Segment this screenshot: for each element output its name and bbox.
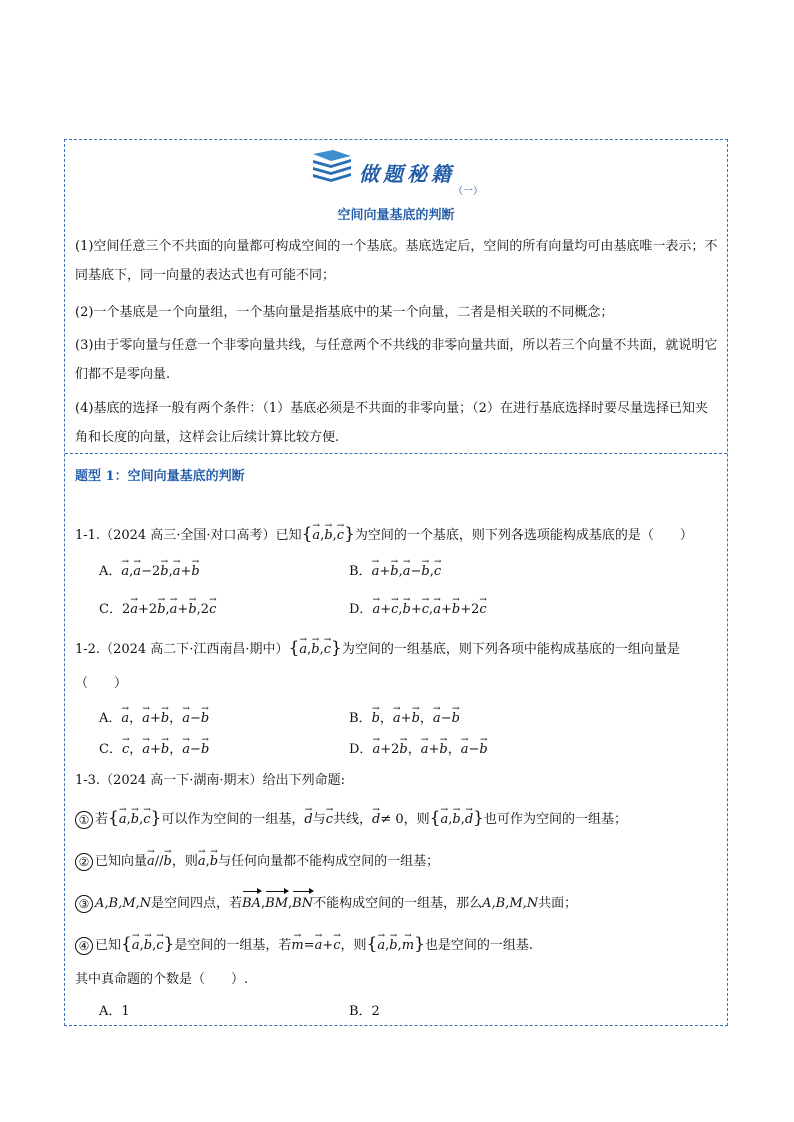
separator: ， bbox=[169, 711, 183, 726]
banner-subtitle: （一） bbox=[453, 186, 483, 197]
option-label: B． bbox=[349, 564, 372, 579]
vec-a: → a bbox=[182, 706, 190, 729]
option-label: A． bbox=[99, 711, 122, 726]
statement-3 bbox=[75, 890, 720, 915]
comma: , bbox=[288, 896, 293, 911]
vec-a: → a bbox=[377, 932, 385, 957]
separator: ， bbox=[129, 711, 143, 726]
tip-paragraph-4: (4)基底的选择一般有两个条件：（1）基底必须是不共面的非零向量；（2）在进行基底选择时要尽量选择已知夹角和长度的向量，这样会让后续计算比较方便. bbox=[75, 401, 708, 445]
separator: ， bbox=[129, 742, 143, 757]
separator: ， bbox=[169, 742, 183, 757]
vec-a: → a bbox=[440, 806, 448, 831]
vec-b: → b bbox=[390, 559, 398, 582]
section-title: 空间向量基底的判断 bbox=[337, 208, 455, 223]
comma: , bbox=[319, 642, 324, 657]
circle-number: ① bbox=[75, 811, 93, 829]
vec-a: → a bbox=[433, 597, 441, 620]
vec-b: → b bbox=[164, 848, 172, 873]
vec-c: → c bbox=[326, 806, 333, 831]
option-A[interactable] bbox=[99, 559, 200, 582]
statement-4: ④ 已知{→ a,→ b,→ c}是空间的一组基，若→ m=→ a+→ c，则{→ a,→ b,→ m}也是空间的一组基. bbox=[75, 932, 720, 957]
comma: , bbox=[139, 938, 144, 953]
vec-c: → c bbox=[143, 806, 150, 831]
option-D[interactable] bbox=[349, 737, 488, 760]
separator: ， bbox=[447, 742, 461, 757]
option-D[interactable] bbox=[349, 597, 487, 620]
vec-c: → c bbox=[156, 932, 163, 957]
vec-m: → m bbox=[402, 932, 414, 957]
vec-a: → a bbox=[182, 737, 190, 760]
banner-title: 做题秘籍 bbox=[359, 162, 455, 186]
vec-a: → a bbox=[142, 737, 150, 760]
comma: , bbox=[152, 938, 157, 953]
two: 2 bbox=[471, 602, 480, 617]
option-C[interactable] bbox=[99, 597, 216, 620]
question-1-2: 1-2.（2024 高二下·江西南昌·期中）{→ a,→ b,→ c}为空间的一组基底，则下列各项中能构成基底的一组向量是 bbox=[75, 636, 720, 661]
separator: ， bbox=[379, 711, 393, 726]
question-source: （2024 高一下·湖南·期末） bbox=[100, 773, 263, 788]
vec-a: → a bbox=[433, 706, 441, 729]
vec-a: → a bbox=[312, 522, 320, 547]
section-divider bbox=[65, 453, 727, 454]
question-source: （2024 高三·全国·对口高考） bbox=[100, 528, 276, 543]
comma: , bbox=[398, 602, 403, 617]
content-frame bbox=[64, 139, 728, 1026]
vec-d: → d bbox=[372, 806, 380, 831]
option-label: C． bbox=[99, 602, 122, 617]
two: 2 bbox=[200, 602, 210, 617]
vec-a: → a bbox=[130, 597, 138, 620]
vec-b: → b bbox=[201, 706, 209, 729]
plus: + bbox=[380, 602, 392, 617]
statement-text: 不能构成空间的一组基，那么 bbox=[313, 896, 483, 911]
vec-b: → b bbox=[452, 597, 460, 620]
separator: ， bbox=[407, 742, 421, 757]
vec-b: → b bbox=[201, 737, 209, 760]
comma: , bbox=[332, 528, 337, 543]
two: 2 bbox=[121, 602, 131, 617]
vec-b: → b bbox=[157, 597, 165, 620]
vec-c: → c bbox=[434, 559, 441, 582]
circle-number: ④ bbox=[75, 937, 93, 955]
vec-b: → b bbox=[210, 848, 218, 873]
vec-m: → m bbox=[291, 932, 303, 957]
statement-text: 也可作为空间的一组基； bbox=[483, 812, 627, 827]
equals: = bbox=[303, 938, 315, 953]
points: A,B,M,N bbox=[482, 896, 539, 911]
vec-b: → b bbox=[452, 706, 460, 729]
comma: , bbox=[126, 812, 131, 827]
points: A,B,M,N bbox=[95, 896, 152, 911]
vec-c: → c bbox=[122, 737, 129, 760]
statement-text: 已知向量 bbox=[95, 854, 148, 869]
vec-c: → c bbox=[337, 522, 344, 547]
vec-BN: BN bbox=[292, 890, 313, 915]
vec-b: → b bbox=[372, 706, 380, 729]
vec-a: → a bbox=[198, 848, 206, 873]
vec-b: → b bbox=[324, 522, 332, 547]
vec-a: → a bbox=[299, 636, 307, 661]
vec-a: → a bbox=[147, 848, 155, 873]
statement-text: 是空间的一组基，若 bbox=[174, 938, 292, 953]
question-text: 为空间的一组基底，则下列各项中能构成基底的一组向量是 bbox=[341, 642, 680, 657]
statement-text: 已知 bbox=[95, 938, 122, 953]
statement-text: ，则 bbox=[171, 854, 198, 869]
vec-c: → c bbox=[209, 597, 216, 620]
plus: + bbox=[460, 602, 472, 617]
question-1-3-ask: 其中真命题的个数是（ ）. bbox=[75, 972, 249, 987]
vec-b: → b bbox=[161, 706, 169, 729]
plus: + bbox=[150, 742, 161, 757]
vec-a: → a bbox=[461, 737, 469, 760]
minus: − bbox=[440, 711, 452, 726]
question-1-3 bbox=[75, 770, 720, 792]
plus: + bbox=[177, 602, 189, 617]
two: 2 bbox=[148, 602, 158, 617]
statement-text: ，则 bbox=[340, 938, 367, 953]
statement-text: 若 bbox=[95, 812, 109, 827]
vec-a: → a bbox=[372, 597, 380, 620]
comma: , bbox=[320, 528, 325, 543]
option-A[interactable]: A．1 bbox=[99, 1004, 130, 1019]
vec-b: → b bbox=[421, 559, 429, 582]
statement-text: ，则 bbox=[403, 812, 430, 827]
question-source: （2024 高二下·江西南昌·期中） bbox=[100, 642, 289, 657]
question-text: 为空间的一个基底，则下列各选项能构成基底的是（ ） bbox=[354, 528, 693, 543]
comma: , bbox=[165, 602, 170, 617]
parallel: // bbox=[154, 854, 164, 869]
option-C[interactable] bbox=[99, 737, 209, 760]
not-zero: ≠ 0 bbox=[380, 812, 404, 827]
comma: , bbox=[205, 854, 210, 869]
vec-a: → a bbox=[170, 597, 178, 620]
vec-b: → b bbox=[403, 597, 411, 620]
statement-1: ① 若{→ a,→ b,→ c}可以作为空间的一组基，→ d与→ c共线，→ d≠ 0，则{→ a,→ b,→ d}也可作为空间的一组基； bbox=[75, 806, 720, 831]
vec-c: → c bbox=[324, 636, 331, 661]
circle-number: ③ bbox=[75, 895, 93, 913]
vec-a: → a bbox=[132, 932, 140, 957]
statement-text: 是空间四点，若 bbox=[151, 896, 243, 911]
comma: , bbox=[261, 896, 266, 911]
statement-text: 与任何向量都不能构成空间的一组基； bbox=[218, 854, 440, 869]
minus: − bbox=[190, 742, 201, 757]
option-label: A． bbox=[99, 564, 122, 579]
comma: , bbox=[448, 812, 453, 827]
minus: − bbox=[468, 742, 480, 757]
vec-b: → b bbox=[160, 559, 168, 582]
vec-a: → a bbox=[421, 737, 429, 760]
statement-text: 可以作为空间的一组基， bbox=[161, 812, 305, 827]
vec-c: → c bbox=[391, 597, 398, 620]
option-label: B． bbox=[349, 711, 372, 726]
vec-b: → b bbox=[439, 737, 447, 760]
vec-a: → a bbox=[372, 737, 380, 760]
tip-paragraph-3: (3)由于零向量与任意一个非零向量共线，与任意两个不共线的非零向量共面，所以若三个向量不共面，就说明它们都不是零向量. bbox=[75, 338, 718, 382]
option-B[interactable]: B．2 bbox=[349, 1004, 380, 1019]
option-B[interactable] bbox=[349, 706, 460, 729]
vec-b: → b bbox=[311, 636, 319, 661]
statement-text: 共面； bbox=[538, 896, 578, 911]
minus-two: −2 bbox=[141, 564, 161, 579]
vec-b: → b bbox=[389, 932, 397, 957]
vec-a: → a bbox=[393, 706, 401, 729]
vec-b: → b bbox=[161, 737, 169, 760]
plus: + bbox=[428, 742, 440, 757]
comma: , bbox=[168, 564, 173, 579]
vec-a: → a bbox=[121, 706, 129, 729]
plus: + bbox=[410, 602, 422, 617]
comma: , bbox=[139, 812, 144, 827]
statement-text: 也是空间的一组基. bbox=[424, 938, 534, 953]
comma: , bbox=[385, 938, 390, 953]
vec-b: → b bbox=[188, 597, 196, 620]
question-text: 给出下列命题: bbox=[262, 773, 345, 788]
banner bbox=[311, 148, 501, 196]
plus: + bbox=[149, 711, 161, 726]
vec-b: → b bbox=[191, 559, 199, 582]
option-label: D． bbox=[349, 602, 373, 617]
comma: , bbox=[196, 602, 201, 617]
comma: , bbox=[129, 564, 134, 579]
question-number: 1-2. bbox=[75, 642, 101, 657]
plus: + bbox=[440, 602, 452, 617]
tip-paragraph-2: (2)一个基底是一个向量组，一个基向量是指基底中的某一个向量，二者是相关联的不同概念； bbox=[75, 305, 614, 320]
tip-paragraph-1: (1)空间任意三个不共面的向量都可构成空间的一个基底。基底选定后，空间的所有向量均可由基底唯一表示；不同基底下，同一向量的表达式也有可能不同； bbox=[75, 239, 718, 283]
plus: + bbox=[180, 564, 192, 579]
plus: + bbox=[380, 742, 392, 757]
vec-a: → a bbox=[173, 559, 181, 582]
vec-a: → a bbox=[372, 559, 380, 582]
statement-text: 共线， bbox=[332, 812, 372, 827]
vec-a: → a bbox=[403, 559, 411, 582]
vec-d: → d bbox=[465, 806, 473, 831]
vec-a: → a bbox=[119, 806, 127, 831]
comma: , bbox=[397, 938, 402, 953]
vec-c: → c bbox=[333, 932, 340, 957]
vec-a: → a bbox=[121, 559, 129, 582]
question-1-2-cont: （ ） bbox=[75, 676, 128, 691]
vec-BA: BA bbox=[242, 890, 261, 915]
vec-c: → c bbox=[479, 597, 486, 620]
plus: + bbox=[379, 564, 391, 579]
comma: , bbox=[429, 564, 434, 579]
minus: − bbox=[410, 564, 422, 579]
vec-a: → a bbox=[315, 932, 323, 957]
plus: + bbox=[400, 711, 412, 726]
question-1-1: 1-1.（2024 高三·全国·对口高考）已知{→ a,→ b,→ c}为空间的一个基底，则下列各选项能构成基底的是（ ） bbox=[75, 522, 720, 547]
question-number: 1-3. bbox=[75, 773, 101, 788]
vec-b: → b bbox=[479, 737, 487, 760]
vec-b: → b bbox=[131, 806, 139, 831]
vec-b: → b bbox=[399, 737, 407, 760]
vec-d: → d bbox=[304, 806, 312, 831]
comma: , bbox=[307, 642, 312, 657]
vec-b: → b bbox=[144, 932, 152, 957]
comma: , bbox=[460, 812, 465, 827]
comma: , bbox=[429, 602, 434, 617]
book-stack-icon bbox=[311, 148, 353, 188]
vec-b: → b bbox=[412, 706, 420, 729]
comma: , bbox=[398, 564, 403, 579]
plus: + bbox=[322, 938, 334, 953]
two: 2 bbox=[391, 742, 400, 757]
statement-2 bbox=[75, 848, 720, 873]
vec-b: → b bbox=[452, 806, 460, 831]
separator: ， bbox=[419, 711, 433, 726]
vec-c: → c bbox=[422, 597, 429, 620]
option-A[interactable] bbox=[99, 706, 209, 729]
circle-number: ② bbox=[75, 853, 93, 871]
option-label: C． bbox=[99, 742, 122, 757]
question-text: 已知 bbox=[275, 528, 302, 543]
option-label: D． bbox=[349, 742, 373, 757]
statement-text: 与 bbox=[312, 812, 326, 827]
vec-BM: BM bbox=[265, 890, 288, 915]
question-number: 1-1. bbox=[75, 528, 101, 543]
vec-a: → a bbox=[142, 706, 150, 729]
minus: − bbox=[189, 711, 201, 726]
plus: + bbox=[138, 602, 149, 617]
question-type-title: 题型 1：空间向量基底的判断 bbox=[75, 469, 245, 484]
vec-a: → a bbox=[133, 559, 141, 582]
option-B[interactable] bbox=[349, 559, 441, 582]
